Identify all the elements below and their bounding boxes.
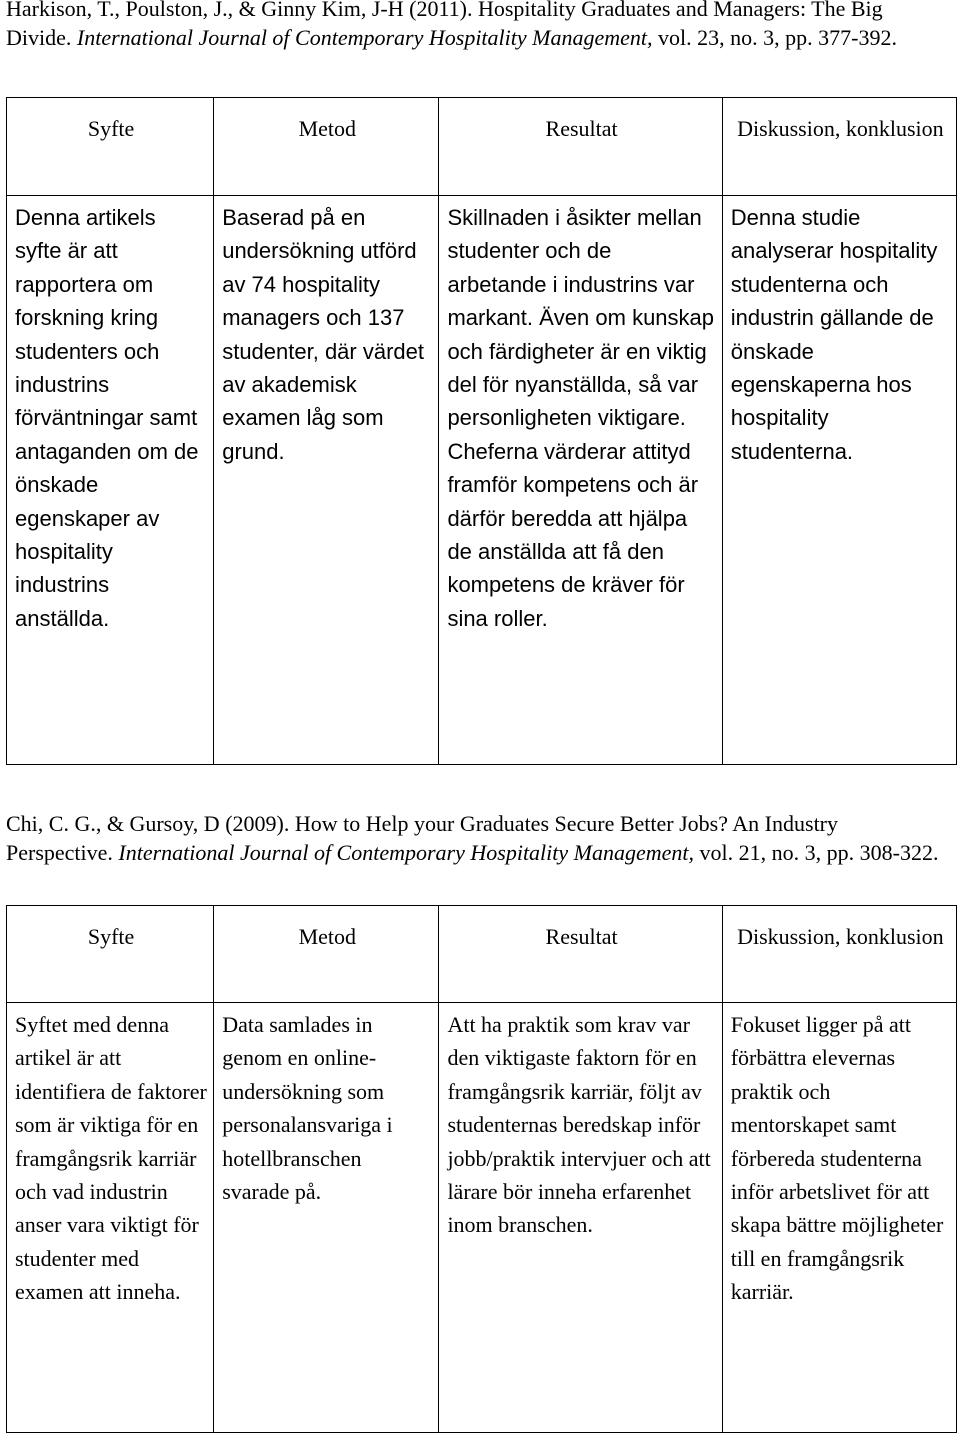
header-diskussion: Diskussion, konklusion [722, 98, 956, 196]
header-resultat: Resultat [439, 98, 722, 196]
table-row [7, 1003, 957, 1433]
cell-resultat: Skillnaden i åsikter mellan studenter och de arbetande i industrins var markant. Även om kunskap och färdigheter är en viktig del för nyanställda, så var personligheten viktigare. Cheferna värderar attityd framför kompetens och är därför beredda att hjälpa de anställda att få den kompetens de kräver för sina roller. [439, 196, 722, 765]
header-syfte: Syfte [7, 98, 214, 196]
header-metod: Metod [214, 906, 439, 1003]
cell-resultat: Att ha praktik som krav var den viktigaste faktorn för en framgångsrik karriär, följt av studenternas beredskap inför jobb/praktik intervjuer och att lärare bör inneha erfarenhet inom branschen. [439, 1003, 722, 1433]
journal-volume-pages: vol. 23, no. 3, pp. 377-392. [658, 25, 897, 50]
cell-syfte: Denna artikels syfte är att rapportera om forskning kring studenters och industrins förväntningar samt antaganden om de önskade egenskaper av hospitality industrins anställda. [7, 196, 214, 765]
cell-syfte: Syftet med denna artikel är att identifiera de faktorer som är viktiga för en framgångsrik karriär och vad industrin anser vara viktigt för studenter med examen att inneha. [7, 1003, 214, 1433]
table-header-row [7, 906, 957, 1003]
journal-name: International Journal of Contemporary Hospitality Management, [118, 840, 695, 865]
review-table-2 [6, 905, 957, 1433]
header-resultat: Resultat [439, 906, 722, 1003]
journal-name: International Journal of Contemporary Hospitality Management, [76, 25, 653, 50]
table-row [7, 196, 957, 765]
journal-volume-pages: vol. 21, no. 3, pp. 308-322. [699, 840, 939, 865]
review-table-1 [6, 97, 957, 765]
header-syfte: Syfte [7, 906, 214, 1003]
cell-diskussion: Denna studie analyserar hospitality studenterna och industrin gällande de önskade egenskaperna hos hospitality studenterna. [722, 196, 956, 765]
cell-metod: Baserad på en undersökning utförd av 74 hospitality managers och 137 studenter, där värdet av akademisk examen låg som grund. [214, 196, 439, 765]
table-header-row [7, 98, 957, 196]
reference-citation-1 [6, 0, 946, 52]
header-diskussion: Diskussion, konklusion [722, 906, 956, 1003]
citation-authors-title: Harkison, T., Poulston, J., & Ginny Kim, J-H (2011). Hospitality Graduates and Managers: The Big Divide. [6, 0, 883, 50]
cell-diskussion: Fokuset ligger på att förbättra elevernas praktik och mentorskapet samt förbereda studenterna inför arbetslivet för att skapa bättre möjligheter till en framgångsrik karriär. [722, 1003, 956, 1433]
header-metod: Metod [214, 98, 439, 196]
cell-metod: Data samlades in genom en online-undersökning som personalansvariga i hotellbranschen svarade på. [214, 1003, 439, 1433]
citation-authors-title: Chi, C. G., & Gursoy, D (2009). How to Help your Graduates Secure Better Jobs? An Industry Perspective. [6, 811, 839, 865]
reference-citation-2 [6, 809, 946, 867]
